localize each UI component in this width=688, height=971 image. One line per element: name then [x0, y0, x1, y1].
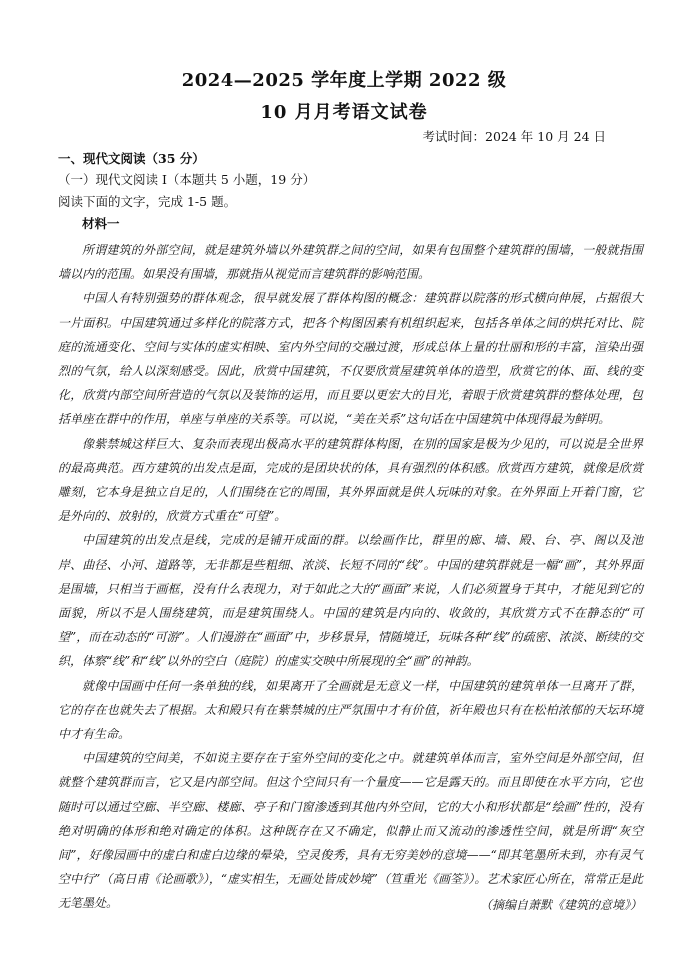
- paragraph: 中国人有特别强势的群体观念，很早就发展了群体构图的概念：建筑群以院落的形式横向伸展，占据很大一片面积。中国建筑通过多样化的院落方式，把各个构图因素有机组织起来，包括各单体之间的烘托对比、院庭的流通变化、空间与实体的虚实相映、室内外空间的交融过渡，形成总体上量的壮丽和形的丰富，渲染出强烈的气氛，给人以深刻感受。因此，欣赏中国建筑，不仅要欣赏屋建筑单体的造型，欣赏它的体、面、线的变化，欣赏内部空间所营造的气氛以及装饰的运用，而且要以更宏大的目光，着眼于欣赏建筑群的整体处理，包括单座在群中的作用，单座与单座的关系等。可以说，“美在关系”这句话在中国建筑中体现得最为鲜明。: [58, 291, 643, 427]
- passage-body: [58, 238, 643, 916]
- reading-instruction: 阅读下面的文字，完成 1-5 题。: [58, 194, 237, 209]
- material-label: 材料一: [82, 216, 120, 231]
- paragraph: 就像中国画中任何一条单独的线，如果离开了全画就是无意义一样，中国建筑的建筑单体一旦离开了群，它的存在也就失去了根据。太和殿只有在紫禁城的庄严氛围中才有价值，祈年殿也只有在松柏浓郁的天坛环境中才有生命。: [58, 678, 643, 742]
- passage-source: （摘编自萧默《建筑的意境》）: [479, 898, 642, 912]
- paragraph: 像紫禁城这样巨大、复杂而表现出极高水平的建筑群体构图，在别的国家是极为少见的，可以说是全世界的最高典范。西方建筑的出发点是面，完成的是团块状的体，具有强烈的体积感。欣赏西方建筑，就像是欣赏雕刻，它本身是独立自足的，人们围绕在它的周围，其外界面就是供人玩味的对象。在外界面上开着门窗，它是外向的、放射的，欣赏方式重在“可望”。: [58, 436, 643, 524]
- subsection-heading: （一）现代文阅读 I（本题共 5 小题，19 分）: [58, 172, 316, 187]
- section-heading: 一、现代文阅读（35 分）: [58, 151, 205, 166]
- paragraph: 所谓建筑的外部空间，就是建筑外墙以外建筑群之间的空间，如果有包围整个建筑群的围墙，一般就指围墙以内的范围。如果没有围墙，那就指从视觉而言建筑群的影响范围。: [58, 243, 643, 282]
- paragraph: 中国建筑的空间美，不如说主要存在于室外空间的变化之中。就建筑单体而言，室外空间是外部空间，但就整个建筑群而言，它又是内部空间。但这个空间只有一个量度——它是露天的。而且即使在水平方向，它也随时可以通过空廊、半空廊、楼廊、亭子和门窗渗透到其他内外空间，它的大小和形状都是“绘画”性的，没有绝对明确的体形和绝对确定的体积。这种既存在又不确定，似静止而又流动的渗透性空间，就是所谓“灰空间”，好像园画中的虚白和虚白边缘的晕染，空灵俊秀，具有无穷美妙的意境——“即其笔墨所未到，亦有灵气空中行”（高日甫《论画歌》），“虚实相生，无画处皆成妙境”（笪重光《画筌》）。艺术家匠心所在，常常正是此无笔墨处。: [58, 751, 643, 911]
- exam-title-line1: 2024—2025 学年度上学期 2022 级: [181, 70, 507, 91]
- paragraph: 中国建筑的出发点是线，完成的是铺开成面的群。以绘画作比，群里的廊、墙、殿、台、亭、阁以及池岸、曲径、小河、道路等，无非都是些粗细、浓淡、长短不同的“线”。中国的建筑群就是一幅“画”，其外界面是围墙，只相当于画框，没有什么表现力，对于如此之大的“画面”来说，人们必须置身于其中，才能见到它的面貌，所以不是人围绕建筑，而是建筑围绕人。中国的建筑是内向的、收敛的，其欣赏方式不在静态的“可望”，而在动态的“可游”。人们漫游在“画面”中，步移景异，情随境迁，玩味各种“线”的疏密、浓淡、断续的交织，体察“线”和“线”以外的空白（庭院）的虚实交映中所展现的全“画”的神韵。: [58, 533, 643, 669]
- exam-time: 考试时间：2024 年 10 月 24 日: [422, 129, 606, 144]
- exam-title-line2: 10 月月考语文试卷: [260, 102, 428, 123]
